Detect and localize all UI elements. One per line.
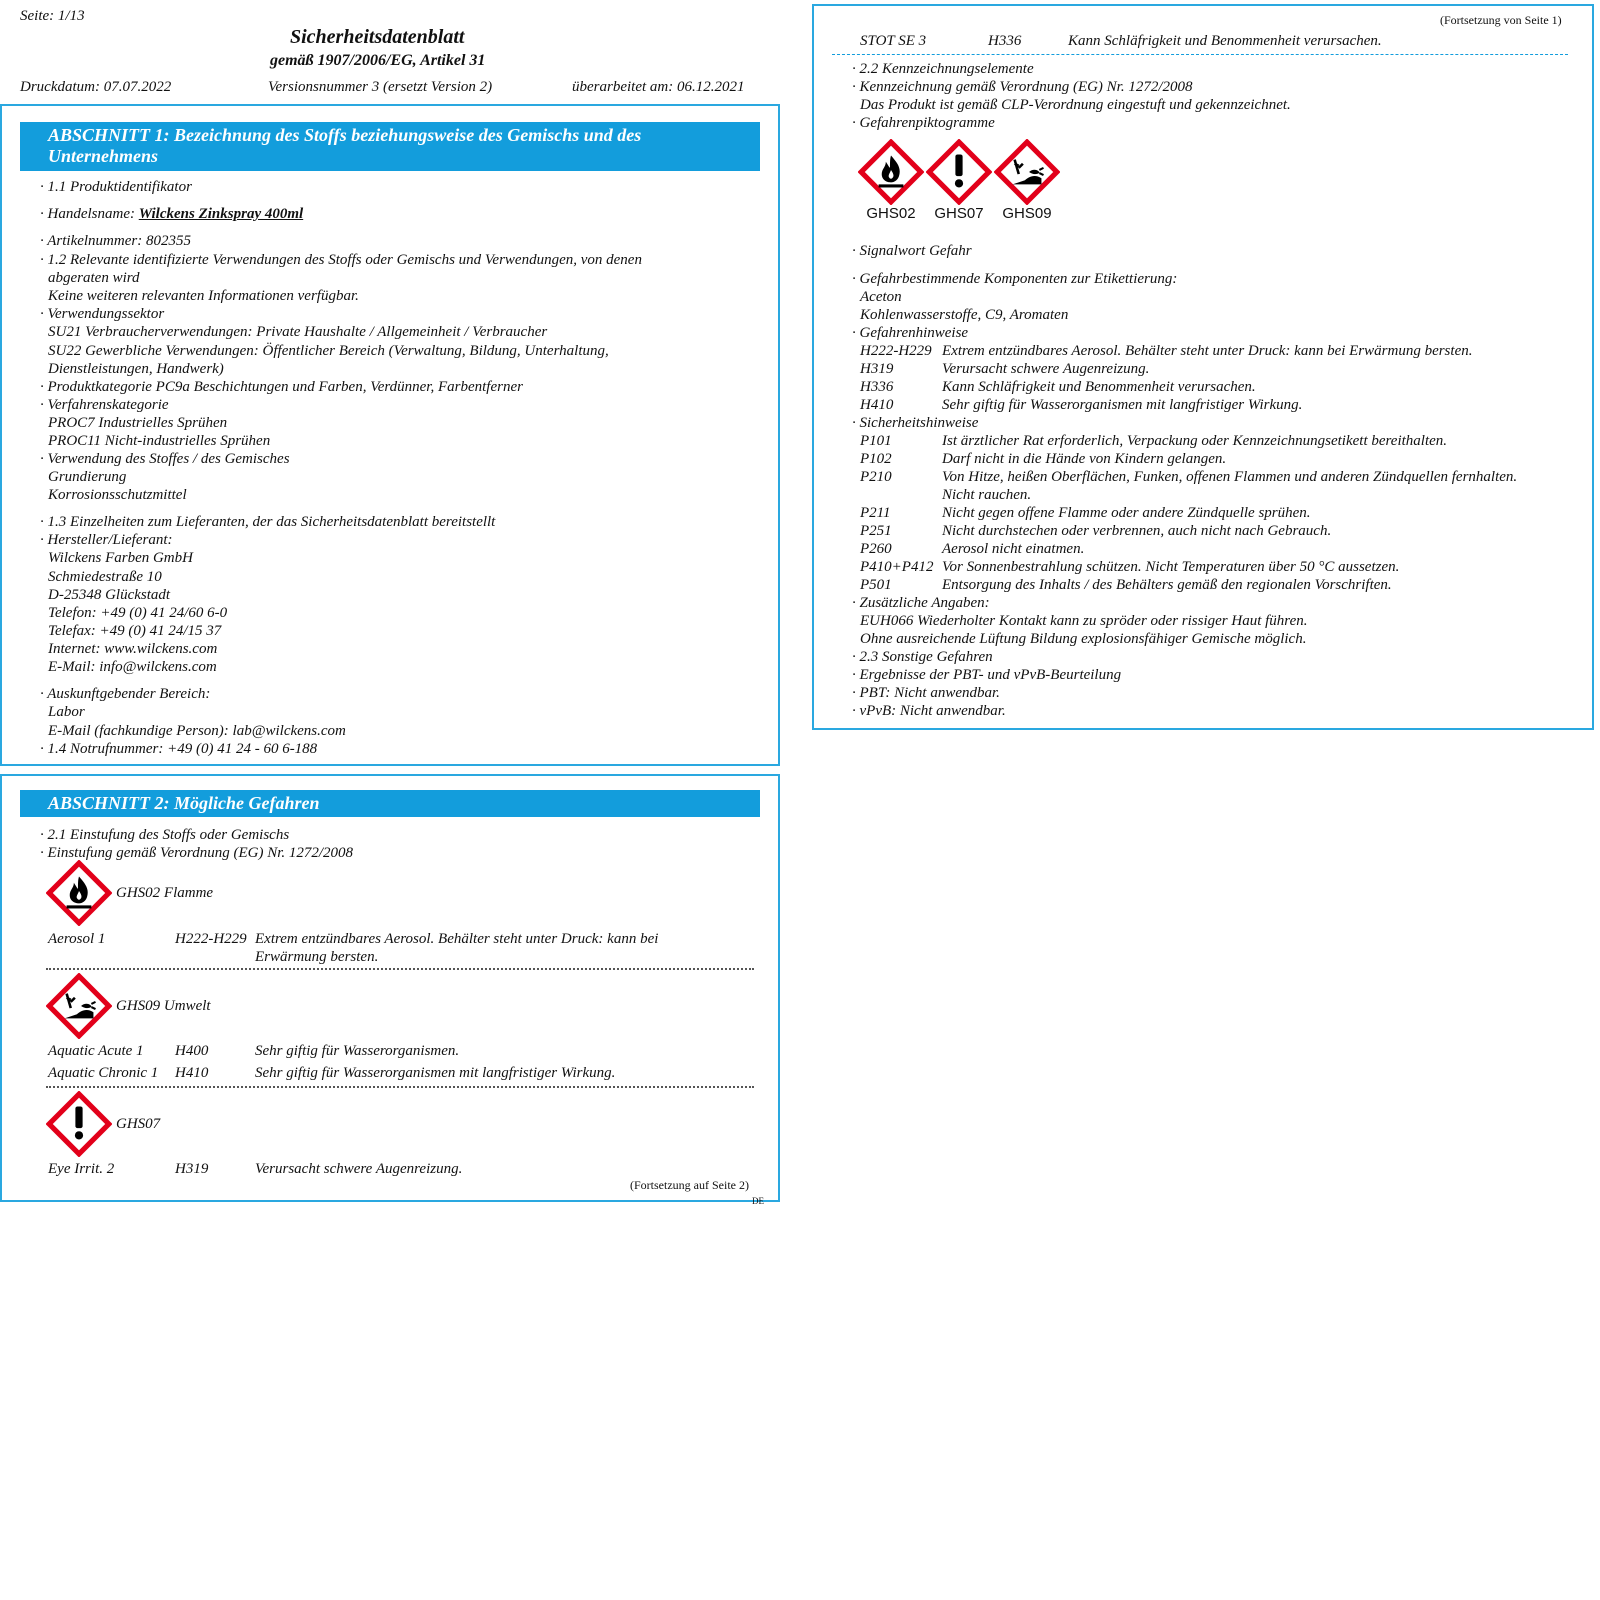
components-label: · Gefahrbestimmende Komponenten zur Etikettierung: [852, 271, 1178, 287]
hazard-text: Extrem entzündbares Aerosol. Behälter steht unter Druck: kann bei Erwärmung bersten. [942, 343, 1473, 359]
eye-code: H319 [175, 1161, 209, 1177]
internet: Internet: www.wilckens.com [48, 641, 218, 657]
ghs02-flame-icon [858, 139, 924, 205]
revision-date: überarbeitet am: 06.12.2021 [572, 79, 745, 95]
continued-on-next-page: (Fortsetzung auf Seite 2) [630, 1178, 749, 1192]
divider [46, 1086, 754, 1088]
precaution-text: Nicht durchstechen oder verbrennen, auch nicht nach Gebrauch. [942, 523, 1332, 539]
document-title: Sicherheitsdatenblatt [290, 26, 465, 48]
trade-name-row [40, 205, 303, 223]
precaution-text: Vor Sonnenbestrahlung schützen. Nicht Temperaturen über 50 °C aussetzen. [942, 559, 1400, 575]
eye-text: Verursacht schwere Augenreizung. [255, 1161, 463, 1177]
component-hydrocarbons: Kohlenwasserstoffe, C9, Aromaten [860, 307, 1069, 323]
product-category: · Produktkategorie PC9a Beschichtungen und Farben, Verdünner, Farbentferner [40, 379, 523, 395]
classification: · 2.1 Einstufung des Stoffs oder Gemischs [40, 827, 290, 843]
pictogram-label-ghs02: GHS02 [866, 205, 916, 222]
su21: SU21 Verbraucherverwendungen: Private Haushalte / Allgemeinheit / Verbraucher [48, 324, 548, 340]
hazard-statements-label: · Gefahrenhinweise [852, 325, 969, 341]
other-hazards: · 2.3 Sonstige Gefahren [852, 649, 993, 665]
process-category: · Verfahrenskategorie [40, 397, 169, 413]
ghs02-caption: GHS02 Flamme [116, 885, 214, 901]
ventilation-note: Ohne ausreichende Lüftung Bildung explosionsfähiger Gemische möglich. [860, 631, 1307, 647]
emergency-number: · 1.4 Notrufnummer: +49 (0) 41 24 - 60 6-188 [40, 741, 318, 757]
aerosol-text-line1: Extrem entzündbares Aerosol. Behälter steht unter Druck: kann bei [255, 931, 659, 947]
euh066: EUH066 Wiederholter Kontakt kann zu spröder oder rissiger Haut führen. [860, 613, 1308, 629]
label-elements: · 2.2 Kennzeichnungselemente [852, 61, 1034, 77]
precaution-code: P260 [860, 541, 892, 557]
hazard-code: H336 [860, 379, 894, 395]
stot-text: Kann Schläfrigkeit und Benommenheit verursachen. [1068, 33, 1382, 49]
version-number: Versionsnummer 3 (ersetzt Version 2) [268, 79, 493, 95]
ghs07-exclamation-icon [926, 139, 992, 205]
stot-code: H336 [988, 33, 1022, 49]
no-info: Keine weiteren relevanten Informationen verfügbar. [48, 288, 359, 304]
stot-class: STOT SE 3 [860, 33, 927, 49]
labelling-regulation: · Kennzeichnung gemäß Verordnung (EG) Nr. 1272/2008 [852, 79, 1193, 95]
section1-heading [20, 122, 760, 171]
expert-email: E-Mail (fachkundige Person): lab@wilckens.com [48, 723, 346, 739]
section1-heading-line2: Unternehmens [48, 146, 159, 166]
section2-heading: ABSCHNITT 2: Mögliche Gefahren [20, 790, 760, 817]
chronic-code: H410 [175, 1065, 209, 1081]
supplier-details: · 1.3 Einzelheiten zum Lieferanten, der das Sicherheitsdatenblatt bereitstellt [40, 514, 496, 530]
precaution-text: Aerosol nicht einatmen. [942, 541, 1085, 557]
product-identifier: · 1.1 Produktidentifikator [40, 179, 192, 195]
precaution-code: P101 [860, 433, 892, 449]
divider [46, 968, 754, 970]
hazard-code: H222-H229 [860, 343, 932, 359]
section1-heading-line1: ABSCHNITT 1: Bezeichnung des Stoffs beziehungsweise des Gemischs und des [48, 125, 642, 145]
precaution-text: Entsorgung des Inhalts / des Behälters gemäß den regionalen Vorschriften. [942, 577, 1392, 593]
hazard-code: H319 [860, 361, 894, 377]
precaution-code: P102 [860, 451, 892, 467]
page-number: Seite: 1/13 [20, 8, 85, 24]
ghs07-caption: GHS07 [116, 1116, 161, 1132]
precaution-text: Nicht gegen offene Flamme oder andere Zündquelle sprühen. [942, 505, 1311, 521]
acute-text: Sehr giftig für Wasserorganismen. [255, 1043, 460, 1059]
eye-class: Eye Irrit. 2 [48, 1161, 115, 1177]
city: D-25348 Glückstadt [48, 587, 171, 603]
email: E-Mail: info@wilckens.com [48, 659, 217, 675]
pbt: · PBT: Nicht anwendbar. [852, 685, 1000, 701]
manufacturer-label: · Hersteller/Lieferant: [40, 532, 173, 548]
precaution-text: Nicht rauchen. [942, 487, 1032, 503]
classification-regulation: · Einstufung gemäß Verordnung (EG) Nr. 1272/2008 [40, 845, 354, 861]
precaution-code: P211 [860, 505, 891, 521]
component-acetone: Aceton [860, 289, 902, 305]
article-number: · Artikelnummer: 802355 [40, 233, 191, 249]
aerosol-text-line2: Erwärmung bersten. [255, 949, 379, 965]
use-primer: Grundierung [48, 469, 127, 485]
ghs09-environment-icon [46, 973, 112, 1039]
hazard-text: Verursacht schwere Augenreizung. [942, 361, 1150, 377]
proc7: PROC7 Industrielles Sprühen [48, 415, 228, 431]
clp-note: Das Produkt ist gemäß CLP-Verordnung eingestuft und gekennzeichnet. [860, 97, 1291, 113]
ghs02-flame-icon [46, 860, 112, 926]
precaution-code: P210 [860, 469, 892, 485]
fax: Telefax: +49 (0) 41 24/15 37 [48, 623, 222, 639]
pictogram-label-ghs09: GHS09 [1002, 205, 1052, 222]
trade-name-label: · Handelsname: [40, 206, 139, 222]
usage-sector: · Verwendungssektor [40, 306, 165, 322]
pictogram-label-ghs07: GHS07 [934, 205, 984, 222]
precaution-code: P501 [860, 577, 892, 593]
hazard-code: H410 [860, 397, 894, 413]
relevant-uses-line1: · 1.2 Relevante identifizierte Verwendungen des Stoffs oder Gemischs und Verwendungen, von denen [40, 252, 642, 268]
precaution-text: Von Hitze, heißen Oberflächen, Funken, offenen Flammen und anderen Zündquellen fernhalten. [942, 469, 1518, 485]
signal-word: · Signalwort Gefahr [852, 243, 972, 259]
relevant-uses-line2: abgeraten wird [48, 270, 140, 286]
proc11: PROC11 Nicht-industrielles Sprühen [48, 433, 271, 449]
precaution-code: P251 [860, 523, 892, 539]
chronic-text: Sehr giftig für Wasserorganismen mit langfristiger Wirkung. [255, 1065, 616, 1081]
phone: Telefon: +49 (0) 41 24/60 6-0 [48, 605, 228, 621]
acute-code: H400 [175, 1043, 209, 1059]
print-date: Druckdatum: 07.07.2022 [20, 79, 172, 95]
language-code: DE [752, 1196, 764, 1206]
company-name: Wilckens Farben GmbH [48, 550, 193, 566]
precautionary-label: · Sicherheitshinweise [852, 415, 979, 431]
acute-class: Aquatic Acute 1 [48, 1043, 144, 1059]
ghs07-exclamation-icon [46, 1091, 112, 1157]
pbt-results: · Ergebnisse der PBT- und vPvB-Beurteilung [852, 667, 1122, 683]
su22-line1: SU22 Gewerbliche Verwendungen: Öffentlicher Bereich (Verwaltung, Bildung, Unterhaltung, [48, 343, 609, 359]
chronic-class: Aquatic Chronic 1 [48, 1065, 159, 1081]
vpvb: · vPvB: Nicht anwendbar. [852, 703, 1006, 719]
aerosol-code: H222-H229 [175, 931, 247, 947]
street: Schmiedestraße 10 [48, 569, 162, 585]
use-of-substance: · Verwendung des Stoffes / des Gemisches [40, 451, 290, 467]
divider [832, 54, 1568, 55]
use-anticorrosion: Korrosionsschutzmittel [48, 487, 187, 503]
precaution-code: P410+P412 [860, 559, 934, 575]
hazard-text: Sehr giftig für Wasserorganismen mit langfristiger Wirkung. [942, 397, 1303, 413]
ghs09-caption: GHS09 Umwelt [116, 998, 211, 1014]
pictograms-label: · Gefahrenpiktogramme [852, 115, 995, 131]
document-subtitle: gemäß 1907/2006/EG, Artikel 31 [270, 52, 486, 69]
ghs09-environment-icon [994, 139, 1060, 205]
info-area-label: · Auskunftgebender Bereich: [40, 686, 211, 702]
hazard-text: Kann Schläfrigkeit und Benommenheit verursachen. [942, 379, 1256, 395]
continued-from-page: (Fortsetzung von Seite 1) [1440, 13, 1562, 27]
trade-name: Wilckens Zinkspray 400ml [138, 206, 304, 222]
info-area: Labor [48, 704, 85, 720]
additional-label: · Zusätzliche Angaben: [852, 595, 990, 611]
aerosol-class: Aerosol 1 [48, 931, 106, 947]
precaution-text: Ist ärztlicher Rat erforderlich, Verpackung oder Kennzeichnungsetikett bereithalten. [942, 433, 1448, 449]
precaution-text: Darf nicht in die Hände von Kindern gelangen. [942, 451, 1227, 467]
su22-line2: Dienstleistungen, Handwerk) [48, 361, 224, 377]
